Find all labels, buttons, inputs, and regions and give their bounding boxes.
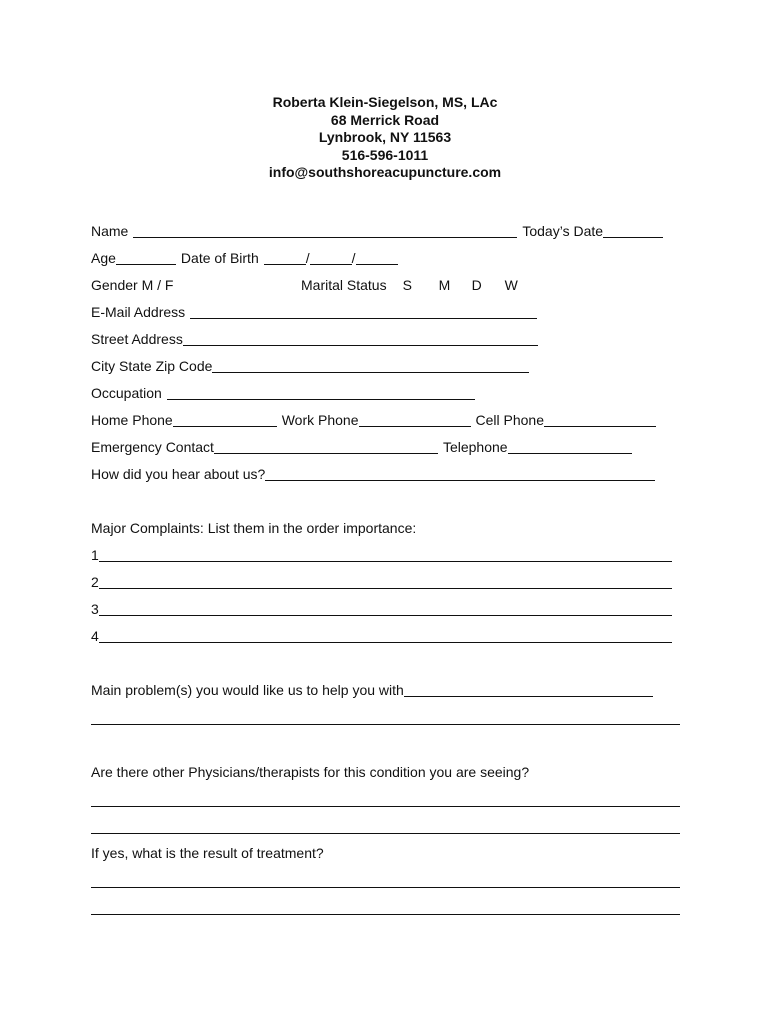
- result-line-2[interactable]: [91, 914, 680, 915]
- email-label: E-Mail Address: [91, 304, 186, 320]
- emergency-row: [91, 439, 632, 456]
- occupation-row: [91, 385, 475, 402]
- todays-date-field[interactable]: [603, 223, 663, 238]
- occupation-label: Occupation: [91, 385, 162, 401]
- email-field[interactable]: [190, 304, 537, 319]
- main-problem-row: [91, 682, 653, 699]
- letterhead: [0, 94, 770, 182]
- gender-label: Gender M / F: [91, 277, 174, 293]
- referral-label: How did you hear about us?: [91, 466, 266, 482]
- name-label: Name: [91, 223, 129, 239]
- marital-option-widowed[interactable]: W: [504, 277, 518, 293]
- other-physicians-row: [91, 764, 529, 781]
- dob-separator: /: [351, 250, 356, 266]
- other-physicians-line-2[interactable]: [91, 833, 680, 834]
- occupation-field[interactable]: [167, 385, 475, 400]
- complaint-field-3[interactable]: [99, 601, 672, 616]
- complaint-number: 3: [91, 601, 99, 617]
- work-phone-label: Work Phone: [281, 412, 359, 428]
- dob-label: Date of Birth: [180, 250, 259, 266]
- age-dob-row: [91, 250, 398, 267]
- city-state-zip-label: City State Zip Code: [91, 358, 213, 374]
- gender-marital-row: [91, 277, 518, 294]
- other-physicians-label: Are there other Physicians/therapists for this condition you are seeing?: [91, 764, 530, 780]
- practice-city: Lynbrook, NY 11563: [318, 129, 452, 145]
- result-line-1[interactable]: [91, 887, 680, 888]
- practitioner-name: Roberta Klein-Siegelson, MS, LAc: [272, 94, 498, 110]
- complaint-field-2[interactable]: [99, 574, 672, 589]
- emergency-contact-label: Emergency Contact: [91, 439, 214, 455]
- todays-date-label: Today’s Date: [522, 223, 604, 239]
- marital-option-married[interactable]: M: [438, 277, 451, 293]
- street-label: Street Address: [91, 331, 183, 347]
- dob-month-field[interactable]: [264, 250, 306, 265]
- practice-street: 68 Merrick Road: [330, 111, 440, 128]
- dob-separator: /: [305, 250, 310, 266]
- complaint-number: 1: [91, 547, 99, 563]
- city-state-zip-field[interactable]: [212, 358, 529, 373]
- age-label: Age: [91, 250, 116, 266]
- marital-status-label: Marital Status: [301, 277, 387, 293]
- complaint-row: [91, 574, 672, 591]
- telephone-label: Telephone: [442, 439, 508, 455]
- referral-row: [91, 466, 655, 483]
- complaint-row: [91, 601, 672, 618]
- home-phone-label: Home Phone: [91, 412, 173, 428]
- practice-email: info@southshoreacupuncture.com: [268, 164, 502, 180]
- result-label: If yes, what is the result of treatment?: [91, 845, 324, 861]
- telephone-field[interactable]: [508, 439, 632, 454]
- other-physicians-line-1[interactable]: [91, 806, 680, 807]
- main-problem-field[interactable]: [404, 682, 653, 697]
- dob-day-field[interactable]: [310, 250, 352, 265]
- main-problem-label: Main problem(s) you would like us to help you with: [91, 682, 404, 698]
- phones-row: [91, 412, 656, 429]
- age-field[interactable]: [116, 250, 176, 265]
- email-row: [91, 304, 537, 321]
- complaints-heading-text: Major Complaints: List them in the order importance:: [91, 520, 417, 536]
- cell-phone-label: Cell Phone: [475, 412, 544, 428]
- referral-field[interactable]: [265, 466, 655, 481]
- result-row: [91, 845, 324, 862]
- complaint-field-1[interactable]: [99, 547, 672, 562]
- marital-option-divorced[interactable]: D: [471, 277, 482, 293]
- practice-phone: 516-596-1011: [341, 146, 429, 163]
- complaint-number: 2: [91, 574, 99, 590]
- marital-option-single[interactable]: S: [402, 277, 412, 293]
- dob-year-field[interactable]: [356, 250, 398, 265]
- home-phone-field[interactable]: [173, 412, 277, 427]
- complaint-row: [91, 547, 672, 564]
- complaint-field-4[interactable]: [99, 628, 672, 643]
- emergency-contact-field[interactable]: [214, 439, 438, 454]
- city-row: [91, 358, 529, 375]
- street-field[interactable]: [183, 331, 538, 346]
- complaint-number: 4: [91, 628, 99, 644]
- cell-phone-field[interactable]: [544, 412, 656, 427]
- work-phone-field[interactable]: [359, 412, 471, 427]
- complaints-heading: [91, 520, 416, 537]
- street-row: [91, 331, 538, 348]
- complaint-row: [91, 628, 672, 645]
- name-field[interactable]: [133, 223, 517, 238]
- main-problem-line[interactable]: [91, 724, 680, 725]
- name-row: [91, 223, 663, 240]
